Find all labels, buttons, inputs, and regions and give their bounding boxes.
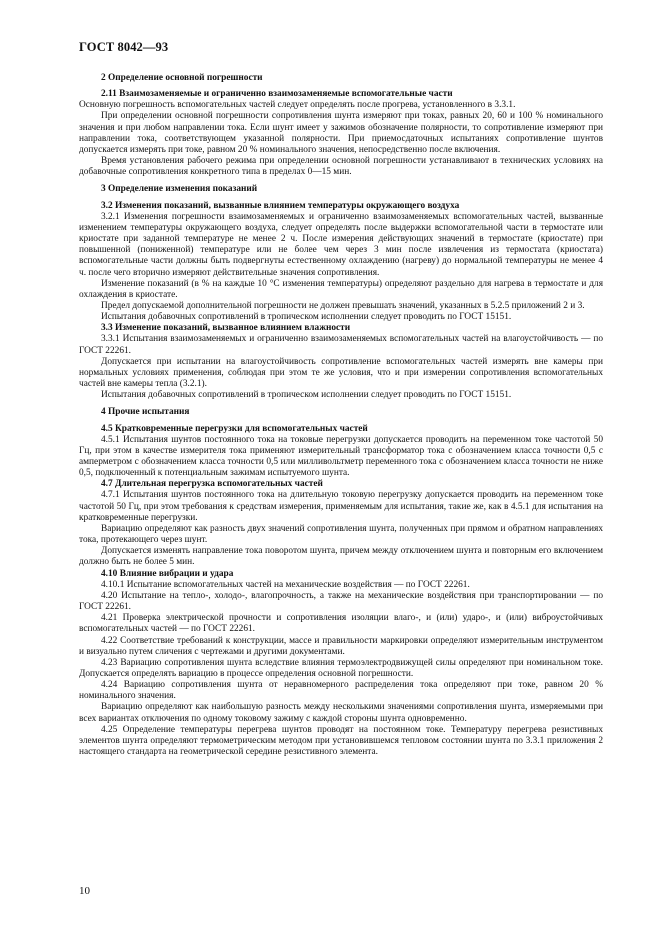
paragraph: 4.22 Соответствие требований к конструкции, массе и правильности маркировки определяют измерительным инструментом и визуально путем сличения с чертежами и другими документами. <box>79 635 603 657</box>
paragraph: Время установления рабочего режима при определении основной погрешности устанавливают в технических условиях на добавочные сопротивления конкретного типа в пределах 0—15 мин. <box>79 156 603 178</box>
paragraph: Изменение показаний (в % на каждые 10 °С изменения температуры) определяют раздельно для нагрева в термостате и для охлаждения в криостате. <box>79 278 603 300</box>
paragraph: Вариацию определяют как наибольшую разность между несколькими значениями сопротивления шунта, измеряемыми при всех вариантах отключения по одному токовому зажиму с каждой стороны шунта одновременно. <box>79 702 603 724</box>
paragraph: 3.3.1 Испытания взаимозаменяемых и ограниченно взаимозаменяемых вспомогательных частей на влагоустойчивость — по ГОСТ 22261. <box>79 334 603 356</box>
paragraph: Допускается при испытании на влагоустойчивость сопротивление вспомогательных частей измерять вне камеры при нормальных условиях применения, соблюдая при этом те же условия, что и при измерении сопротивления вспомогательных частей вне камеры тепла (3.2.1). <box>79 356 603 390</box>
paragraph: Вариацию определяют как разность двух значений сопротивления шунта, полученных при прямом и обратном направлениях тока, протекающего через шунт. <box>79 523 603 546</box>
section-heading-4: 4 Прочие испытания <box>101 407 190 418</box>
section-heading-2: 2 Определение основной погрешности <box>101 73 263 83</box>
subsection-heading-4-10: 4.10 Влияние вибрации и удара <box>101 568 234 579</box>
paragraph: 4.5.1 Испытания шунтов постоянного тока на токовые перегрузки допускается проводить на переменном токе частотой 50 Гц, при этом в качестве измерителя тока применяют измерительный трансформатор тока с обозначением класса точности 0,5 с амперметром с обозначением класса точности 0,5 или милливольтметр переменного тока с обозначением класса точности не ниже 0,5, подключенный к потенциальным зажимам испытуемого шунта. <box>79 434 603 479</box>
subsection-heading-3-2: 3.2 Изменения показаний, вызванные влиянием температуры окружающего воздуха <box>101 200 460 211</box>
paragraph: 4.24 Вариацию сопротивления шунта от неравномерного распределения тока определяют при токе, равном 20 % номинального значения. <box>79 680 603 702</box>
paragraph: 4.10.1 Испытание вспомогательных частей на механические воздействия — по ГОСТ 22261. <box>101 579 470 590</box>
paragraph: При определении основной погрешности сопротивления шунта измеряют при токах, равных 20, 60 и 100 % номинального значения и при любом направлении тока. Если шунт имеет у зажимов обозначение полярности, то сопротивление измеряют при направлении тока, соответствующем указанной полярности. При приемосдаточных испытаниях сопротивление шунтов допускается измерять при токе, равном 20 % номинального значения, непосредственно после включения. <box>79 111 603 155</box>
document-body <box>79 73 603 758</box>
section-heading-3: 3 Определение изменения показаний <box>101 184 258 195</box>
paragraph: 3.2.1 Изменения погрешности взаимозаменяемых и ограниченно взаимозаменяемых вспомогательных частей, вызванные изменением температуры окружающего воздуха, следует определять после выдержки вспомогательной части в термостате или криостате при заданной температуре не менее 2 ч. После измерения действующих значений в термостате (криостате) при повышенной (пониженной) температуре или не более чем через 3 мин после извлечения из термостата (криостата) вспомогательные части должны быть подвергнуты естественному охлаждению (нагреву) до нормальной температуры не менее 4 ч. после чего вторично измеряют действительные значения сопротивления. <box>79 211 603 278</box>
paragraph: Допускается изменять направление тока поворотом шунта, причем между отключением шунта и повторным его включением должно быть не более 5 мин. <box>79 546 603 568</box>
subsection-heading-2-11: 2.11 Взаимозаменяемые и ограниченно взаимозаменяемые вспомогательные части <box>101 89 453 100</box>
subsection-heading-4-7: 4.7 Длительная перегрузка вспомогательных частей <box>101 479 323 490</box>
paragraph: Основную погрешность вспомогательных частей следует определять после прогрева, установленного в 3.3.1. <box>79 100 516 111</box>
paragraph: 4.21 Проверка электрической прочности и сопротивления изоляции влаго-, и (или) ударо-, и (или) виброустойчивых вспомогательных частей — по ГОСТ 22261. <box>79 613 603 635</box>
paragraph: Испытания добавочных сопротивлений в тропическом исполнении следует проводить по ГОСТ 15151. <box>101 390 512 401</box>
subsection-heading-3-3: 3.3 Изменение показаний, вызванное влиянием влажности <box>101 323 351 334</box>
document-header: ГОСТ 8042—93 <box>79 40 169 54</box>
paragraph: Испытания добавочных сопротивлений в тропическом исполнении следует проводить по ГОСТ 15151. <box>101 312 512 323</box>
paragraph: 4.23 Вариацию сопротивления шунта вследствие влияния термоэлектродвижущей силы определяют при номинальном токе. Допускается определять вариацию в процессе определения основной погрешности. <box>79 657 603 679</box>
subsection-heading-4-5: 4.5 Кратковременные перегрузки для вспомогательных частей <box>101 423 368 434</box>
paragraph: Предел допускаемой дополнительной погрешности не должен превышать значений, указанных в 5.2.5 приложений 2 и 3. <box>101 300 585 311</box>
paragraph: 4.7.1 Испытания шунтов постоянного тока на длительную токовую перегрузку допускается проводить на переменном токе частотой 50 Гц, при этом требования к средствам измерения, применяемым для испытания, такие же, как в 4.5.1 для испытания на кратковременные перегрузки. <box>79 490 603 523</box>
paragraph: 4.20 Испытание на тепло-, холодо-, влагопрочность, а также на механические воздействия при транспортировании — по ГОСТ 22261. <box>79 590 603 613</box>
page-number: 10 <box>79 885 90 897</box>
paragraph: 4.25 Определение температуры перегрева шунтов проводят на постоянном токе. Температуру перегрева резистивных элементов шунта определяют термометрическим методом при установившемся тепловом состоянии шунта по 3.3.1 приложения 2 настоящего стандарта на геометрической середине резистивного элемента. <box>79 724 603 758</box>
